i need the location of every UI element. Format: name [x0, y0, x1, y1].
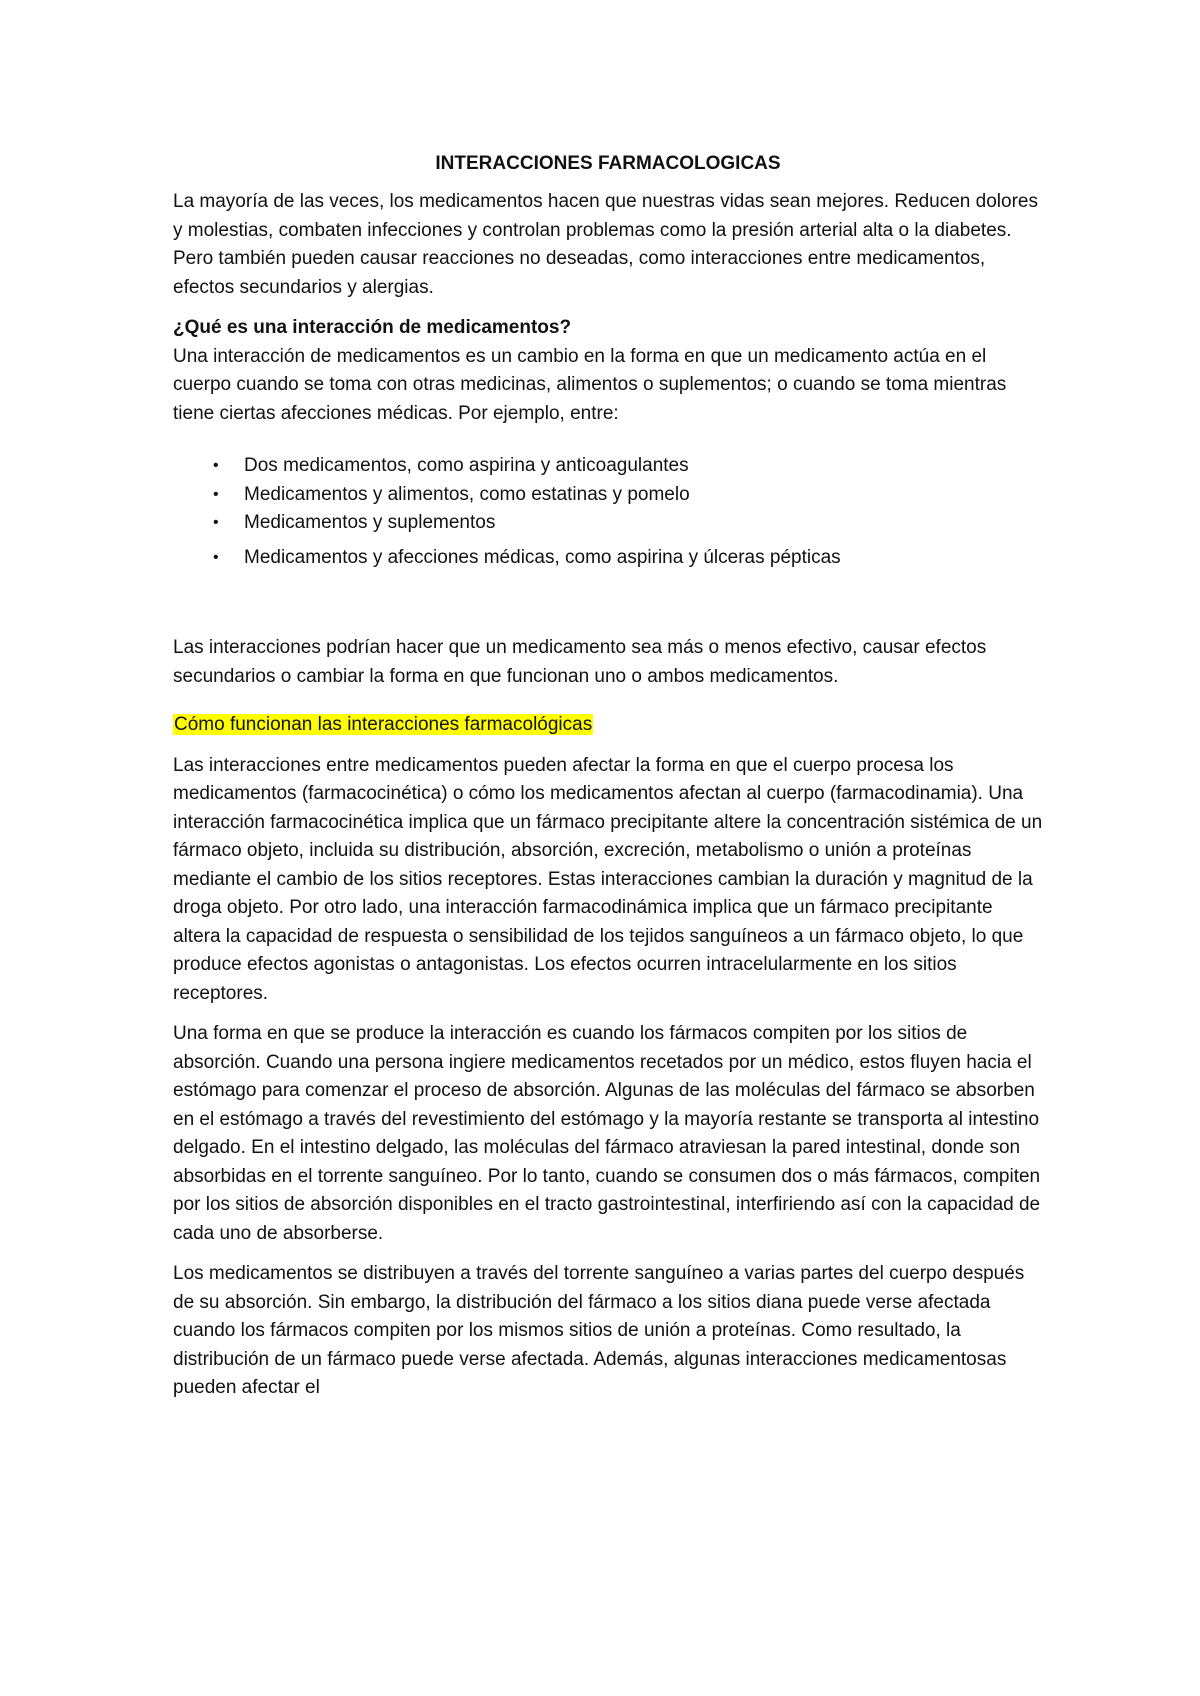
question-heading: ¿Qué es una interacción de medicamentos? — [173, 317, 572, 338]
list-item-text: Medicamentos y afecciones médicas, como aspirina y úlceras pépticas — [244, 546, 841, 568]
bullet-icon: • — [213, 485, 219, 503]
bullet-icon: • — [213, 457, 219, 474]
list-item-text: Medicamentos y alimentos, como estatinas y pomelo — [244, 483, 690, 505]
bullet-icon: • — [213, 548, 219, 566]
list-item-text: Dos medicamentos, como aspirina y anticoagulantes — [244, 455, 689, 476]
document-title: INTERACCIONES FARMACOLOGICAS — [435, 153, 781, 174]
list-item-text: Medicamentos y suplementos — [244, 512, 496, 533]
section-heading-wrapper — [173, 711, 1043, 740]
spacer — [173, 572, 1043, 634]
question-paragraph: Una interacción de medicamentos es un cambio en la forma en que un medicamento actúa en el cuerpo cuando se toma con otras medicinas, alimentos o suplementos; o cuando se toma mientras tiene ciertas afecciones médicas. Por ejemplo, entre: — [173, 345, 1007, 424]
list-item — [173, 509, 1043, 538]
body-paragraph: Las interacciones entre medicamentos pueden afectar la forma en que el cuerpo procesa los medicamentos (farmacocinética) o cómo los medicamentos afectan al cuerpo (farmacodinamia). Una interacción farmacocinética implica que un fármaco precipitante altere la concentración sistémica de un fármaco objeto, incluida su distribución, absorción, excreción, metabolismo o unión a proteínas mediante el cambio de los sitios receptores. Estas interacciones cambian la duración y magnitud de la droga objeto. Por otro lado, una interacción farmacodinámica implica que un fármaco precipitante altera la capacidad de respuesta o sensibilidad de los tejidos sanguíneos a un fármaco objeto, lo que produce efectos agonistas o antagonistas. Los efectos ocurren intracelularmente en los sitios receptores. — [173, 754, 1043, 1004]
body-paragraph: Una forma en que se produce la interacción es cuando los fármacos compiten por los sitios de absorción. Cuando una persona ingiere medicamentos recetados por un médico, estos fluyen hacia el estómago para comenzar el proceso de absorción. Algunas de las moléculas del fármaco se absorben en el estómago a través del revestimiento del estómago y la mayoría restante se transporta al intestino delgado. En el intestino delgado, las moléculas del fármaco atraviesan la pared intestinal, donde son absorbidas en el torrente sanguíneo. Por lo tanto, cuando se consumen dos o más fármacos, compiten por los sitios de absorción disponibles en el tracto gastrointestinal, interfiriendo así con la capacidad de cada uno de absorberse. — [173, 1023, 1041, 1244]
section-heading: Cómo funcionan las interacciones farmacológicas — [174, 714, 593, 735]
intro-paragraph: La mayoría de las veces, los medicamentos hacen que nuestras vidas sean mejores. Reducen dolores y molestias, combaten infecciones y controlan problemas como la presión arterial alta o la diabetes. Pero también pueden causar reacciones no deseadas, como interacciones entre medicamentos, efectos secundarios y alergias. — [173, 191, 1038, 298]
body-paragraph: Los medicamentos se distribuyen a través del torrente sanguíneo a varias partes del cuerpo después de su absorción. Sin embargo, la distribución del fármaco a los sitios diana puede verse afectada cuando los fármacos compiten por los mismos sitios de unión a proteínas. Como resultado, la distribución de un fármaco puede verse afectada. Además, algunas interacciones medicamentosas pueden afectar el — [173, 1263, 1025, 1398]
examples-list — [173, 452, 1043, 572]
list-item — [173, 452, 1043, 481]
bullet-icon: • — [213, 514, 219, 531]
effects-paragraph: Las interacciones podrían hacer que un medicamento sea más o menos efectivo, causar efectos secundarios o cambiar la forma en que funcionan uno o ambos medicamentos. — [173, 637, 987, 687]
document-content — [173, 150, 1043, 1415]
list-item — [173, 544, 1043, 573]
list-item — [173, 481, 1043, 510]
